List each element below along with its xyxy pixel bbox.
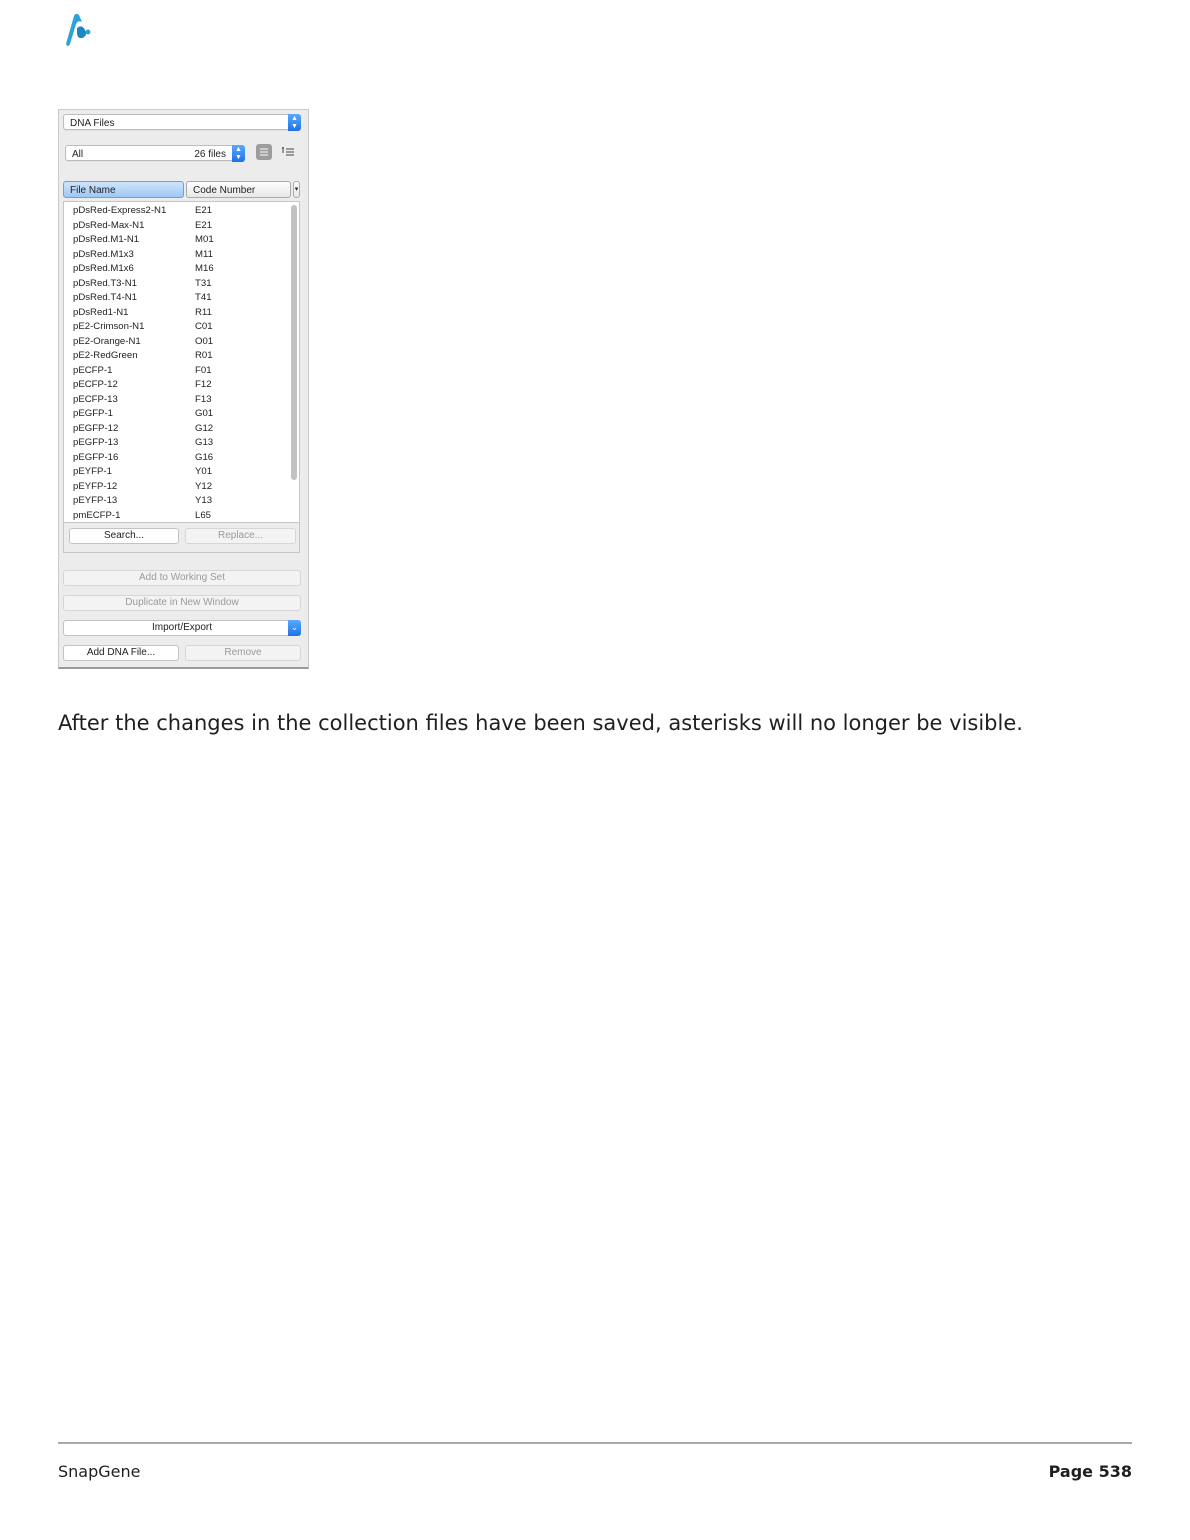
import-export-label: Import/Export bbox=[151, 622, 213, 633]
chevron-down-icon: ⌄ bbox=[288, 620, 301, 636]
list-scrollbar[interactable] bbox=[291, 205, 297, 480]
search-replace-bar bbox=[63, 523, 300, 553]
page-number: Page 538 bbox=[1048, 1462, 1132, 1481]
replace-button[interactable]: Replace... bbox=[185, 528, 296, 544]
search-button[interactable]: Search... bbox=[69, 528, 179, 544]
footer-divider bbox=[58, 1442, 1132, 1444]
file-count: 26 files bbox=[194, 149, 226, 160]
sort-icon[interactable] bbox=[280, 144, 296, 160]
filter-select[interactable] bbox=[65, 145, 245, 161]
filter-select-value: All bbox=[72, 149, 84, 160]
column-header-row bbox=[63, 181, 300, 199]
stepper-icon: ▲ ▼ bbox=[288, 114, 301, 131]
list-view-icon[interactable] bbox=[256, 144, 272, 160]
dna-files-panel bbox=[58, 109, 309, 669]
collection-select-value: DNA Files bbox=[70, 118, 115, 129]
stepper-icon: ▲ ▼ bbox=[232, 145, 245, 162]
snapgene-logo-icon bbox=[58, 10, 94, 48]
footer-brand: SnapGene bbox=[58, 1462, 141, 1481]
column-code-number[interactable]: Code Number bbox=[186, 181, 291, 198]
collection-select[interactable] bbox=[63, 114, 301, 130]
duplicate-in-new-window-button[interactable]: Duplicate in New Window bbox=[63, 595, 301, 611]
column-menu-icon[interactable]: ▾ bbox=[293, 181, 300, 198]
body-text: After the changes in the collection files have been saved, asterisks will no longer be visible. bbox=[58, 711, 1023, 735]
add-to-working-set-button[interactable]: Add to Working Set bbox=[63, 570, 301, 586]
add-dna-file-button[interactable]: Add DNA File... bbox=[63, 645, 179, 661]
remove-button[interactable]: Remove bbox=[185, 645, 301, 661]
file-list[interactable]: pDsRed-Express2-N1 E21 pDsRed-Max-N1 E21 pDsRed.M1-N1 M01 pDsRed.M1x3 M11 pDsRed.M1x6 M16 pDsRed.T3-N1 T31 pDsRed.T4-N1 T41 pDsRed1-N1 R11 pE2-Crimson-N1 C01 pE2-Orange-N1 O01 pE2-RedGreen R01 pECFP-1 F01 pECFP-12 F12 pECFP-13 F13 pEGFP-1 G01 pEGFP-12 G12 pEGFP-13 G13 pEGFP-16 G16 pEYFP-1 Y01 pEYFP-12 Y12 pEYFP-13 Y13 pmECFP-1 L65 bbox=[63, 201, 300, 523]
column-file-name[interactable]: File Name bbox=[63, 181, 184, 198]
import-export-button[interactable] bbox=[63, 620, 301, 636]
